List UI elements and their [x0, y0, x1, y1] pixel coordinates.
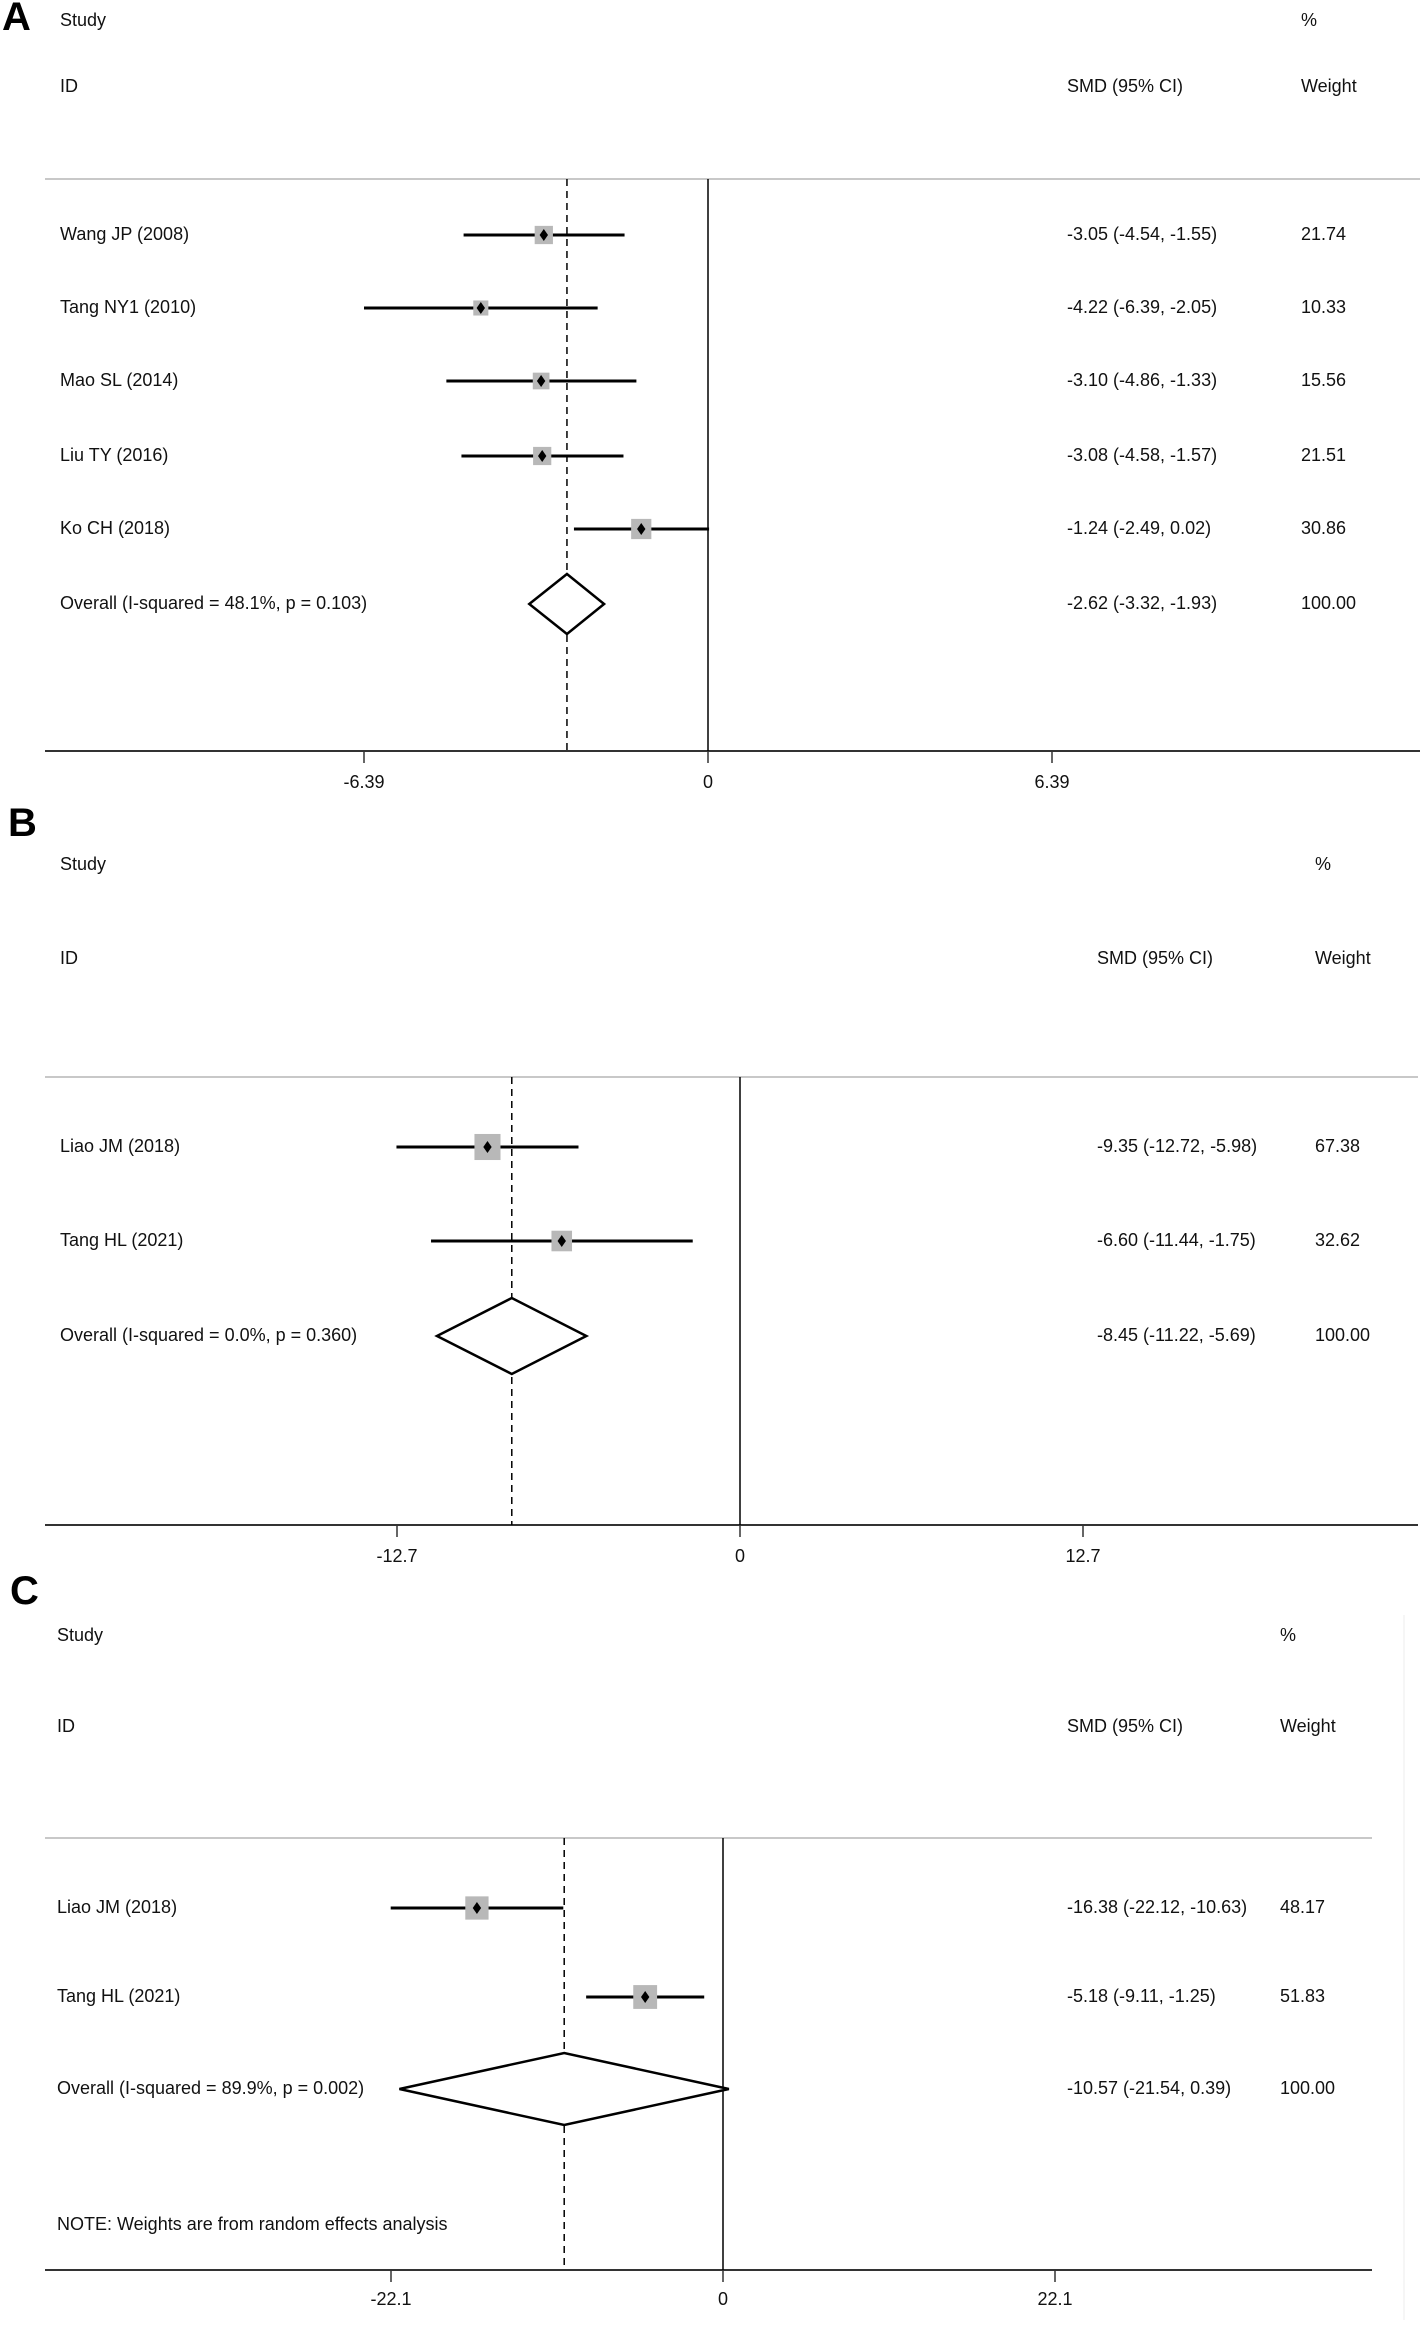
header-effect: SMD (95% CI): [1097, 947, 1214, 968]
x-tick-label: -22.1: [370, 2288, 412, 2309]
study-name: Ko CH (2018): [60, 517, 171, 538]
header-id: ID: [60, 75, 78, 96]
effect-ci-text: -3.08 (-4.58, -1.57): [1067, 444, 1218, 465]
header-study: Study: [60, 9, 107, 30]
x-tick-label: -12.7: [376, 1545, 418, 1566]
forest-panel-c: [10, 1569, 1404, 2320]
effect-ci-text: -16.38 (-22.12, -10.63): [1067, 1896, 1248, 1917]
study-row: [57, 1896, 1325, 1919]
study-name: Mao SL (2014): [60, 369, 179, 390]
effect-ci-text: -3.10 (-4.86, -1.33): [1067, 369, 1218, 390]
weight-text: 10.33: [1301, 296, 1347, 317]
weight-text: 21.51: [1301, 444, 1347, 465]
header-percent: %: [1301, 9, 1318, 30]
weight-text: 51.83: [1280, 1985, 1326, 2006]
x-tick-label: 12.7: [1065, 1545, 1101, 1566]
effect-ci-text: -1.24 (-2.49, 0.02): [1067, 517, 1212, 538]
overall-diamond: [399, 2053, 728, 2125]
study-row: [60, 1134, 1360, 1160]
overall-ci-text: -2.62 (-3.32, -1.93): [1067, 592, 1218, 613]
study-row: [60, 224, 1346, 244]
header-weight: Weight: [1315, 947, 1371, 968]
study-name: Tang HL (2021): [57, 1985, 181, 2006]
study-row: [57, 1985, 1325, 2009]
weight-text: 30.86: [1301, 517, 1347, 538]
overall-ci-text: -8.45 (-11.22, -5.69): [1097, 1324, 1256, 1345]
forest-panel-a: [2, 0, 1420, 792]
overall-row: [57, 2053, 1335, 2125]
x-tick-label: -6.39: [343, 771, 385, 792]
overall-weight-text: 100.00: [1315, 1324, 1371, 1345]
header-id: ID: [57, 1715, 75, 1736]
study-name: Tang NY1 (2010): [60, 296, 197, 317]
effect-ci-text: -3.05 (-4.54, -1.55): [1067, 223, 1218, 244]
effect-ci-text: -9.35 (-12.72, -5.98): [1097, 1135, 1258, 1156]
effect-ci-text: -5.18 (-9.11, -1.25): [1067, 1985, 1216, 2006]
panel-label: A: [2, 0, 31, 39]
x-tick-label: 0: [717, 2288, 729, 2309]
panel-label: C: [10, 1569, 39, 1613]
study-row: [60, 1230, 1360, 1252]
panel-label: B: [8, 801, 37, 845]
study-row: [60, 445, 1346, 465]
x-tick-label: 6.39: [1034, 771, 1070, 792]
header-percent: %: [1315, 853, 1332, 874]
effect-ci-text: -4.22 (-6.39, -2.05): [1067, 296, 1218, 317]
weight-text: 48.17: [1280, 1896, 1326, 1917]
overall-label: Overall (I-squared = 48.1%, p = 0.103): [60, 592, 368, 613]
study-name: Liao JM (2018): [60, 1135, 181, 1156]
weight-text: 15.56: [1301, 369, 1347, 390]
weight-text: 32.62: [1315, 1229, 1361, 1250]
overall-diamond: [437, 1298, 586, 1374]
overall-label: Overall (I-squared = 89.9%, p = 0.002): [57, 2077, 365, 2098]
overall-label: Overall (I-squared = 0.0%, p = 0.360): [60, 1324, 358, 1345]
study-name: Liu TY (2016): [60, 444, 169, 465]
weight-text: 67.38: [1315, 1135, 1361, 1156]
study-name: Tang HL (2021): [60, 1229, 184, 1250]
forest-panel-b: [8, 801, 1418, 1566]
header-id: ID: [60, 947, 78, 968]
header-weight: Weight: [1280, 1715, 1336, 1736]
overall-weight-text: 100.00: [1280, 2077, 1336, 2098]
x-tick-label: 22.1: [1037, 2288, 1073, 2309]
header-study: Study: [57, 1624, 104, 1645]
note-text: NOTE: Weights are from random effects analysis: [57, 2213, 448, 2234]
overall-row: [60, 1298, 1370, 1374]
study-row: [60, 370, 1346, 390]
overall-ci-text: -10.57 (-21.54, 0.39): [1067, 2077, 1232, 2098]
x-tick-label: 0: [702, 771, 714, 792]
header-weight: Weight: [1301, 75, 1357, 96]
header-effect: SMD (95% CI): [1067, 75, 1184, 96]
overall-weight-text: 100.00: [1301, 592, 1357, 613]
study-row: [60, 518, 1346, 539]
effect-ci-text: -6.60 (-11.44, -1.75): [1097, 1229, 1256, 1250]
overall-diamond: [529, 574, 604, 634]
study-name: Wang JP (2008): [60, 223, 190, 244]
study-name: Liao JM (2018): [57, 1896, 178, 1917]
header-study: Study: [60, 853, 107, 874]
x-tick-label: 0: [734, 1545, 746, 1566]
header-percent: %: [1280, 1624, 1297, 1645]
study-row: [60, 297, 1346, 317]
weight-text: 21.74: [1301, 223, 1347, 244]
header-effect: SMD (95% CI): [1067, 1715, 1184, 1736]
